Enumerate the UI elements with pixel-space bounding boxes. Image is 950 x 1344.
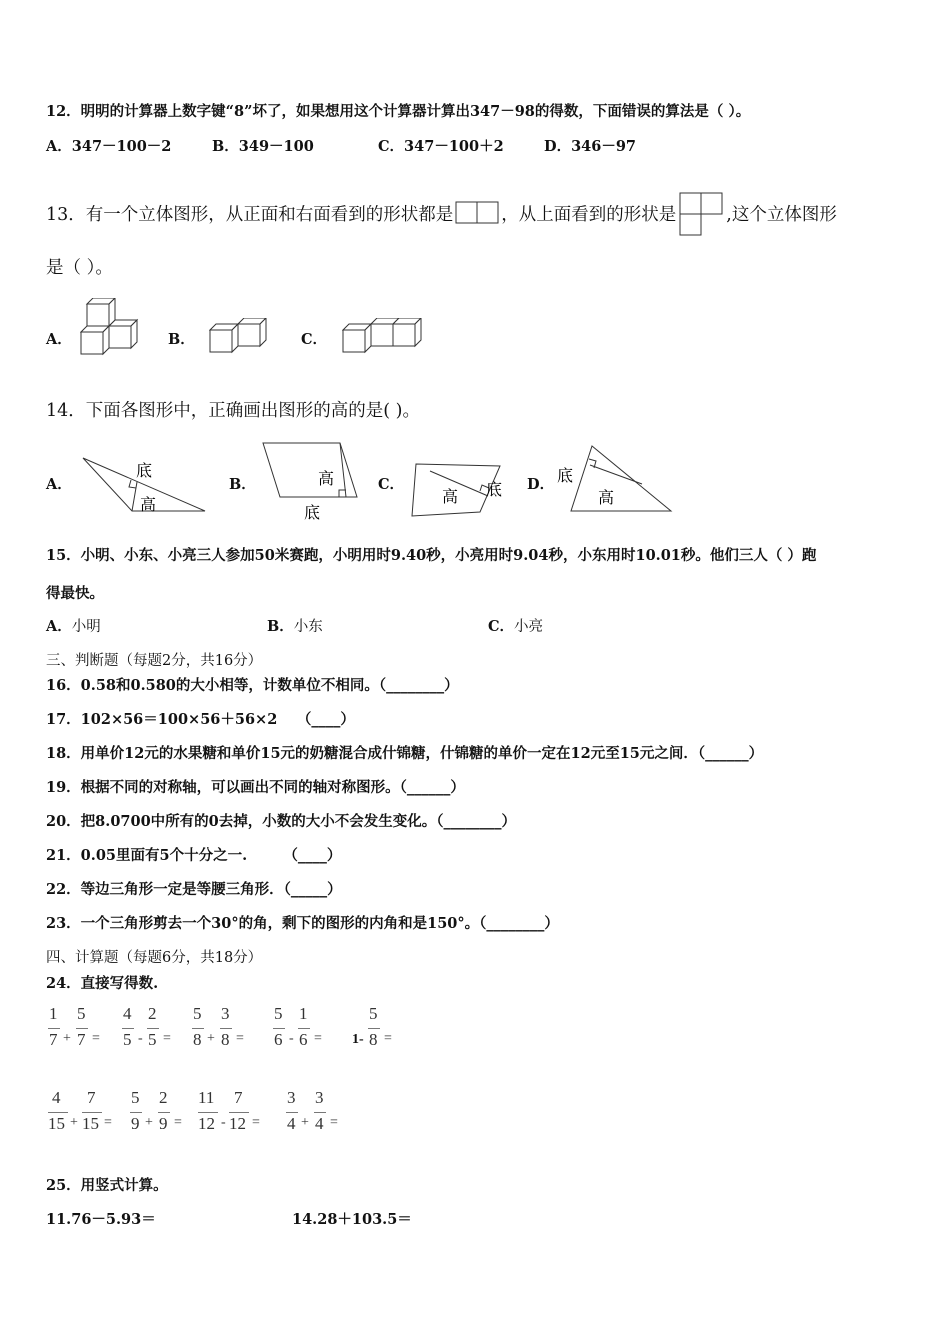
judge-item-17: 17．102×56＝100×56＋56×2 （____） bbox=[46, 711, 355, 728]
q13-stem-line2: 是（ ）。 bbox=[46, 258, 113, 278]
base-label: 底 bbox=[136, 461, 153, 480]
q25-stem: 25．用竖式计算。 bbox=[46, 1177, 168, 1194]
height-label: 高 bbox=[318, 469, 335, 488]
q15-option-b[interactable]: B．小东 bbox=[267, 618, 323, 635]
height-label: 高 bbox=[442, 487, 459, 506]
q12-option-a[interactable]: A．347－100－2 bbox=[46, 138, 172, 155]
judge-item-23: 23．一个三角形剪去一个30°的角，剩下的图形的内角和是150°。（________） bbox=[46, 915, 559, 932]
fraction-expression: 1 7 + 5 7 = bbox=[49, 1004, 100, 1049]
q12-stem: 12．明明的计算器上数字键“8”坏了，如果想用这个计算器计算出347－98的得数，下面错误的算法是（ ）。 bbox=[46, 103, 751, 120]
q14-figure-b bbox=[260, 440, 360, 522]
section-4-heading: 四、计算题（每题6分，共18分） bbox=[46, 950, 263, 966]
fraction-expression: 11 12 - 7 12 = bbox=[198, 1088, 260, 1133]
fraction-expression: 4 15 + 7 15 = bbox=[48, 1088, 112, 1133]
q15-option-a[interactable]: A．小明 bbox=[46, 618, 101, 635]
fraction-expression: 4 5 - 2 5 = bbox=[123, 1004, 171, 1049]
q13-cube-figure-b bbox=[209, 318, 271, 356]
judge-item-20: 20．把8.0700中所有的0去掉，小数的大小不会发生变化。（________） bbox=[46, 813, 517, 830]
q12-option-d[interactable]: D．346－97 bbox=[544, 138, 637, 155]
judge-item-21: 21．0.05里面有5个十分之一. （____） bbox=[46, 847, 342, 864]
q14-option-b[interactable]: B． bbox=[229, 476, 256, 493]
q14-option-c[interactable]: C． bbox=[378, 476, 405, 493]
fraction-expression: 5 6 - 1 6 = bbox=[274, 1004, 322, 1049]
q14-option-a[interactable]: A． bbox=[46, 476, 72, 493]
q12-option-b[interactable]: B．349－100 bbox=[212, 138, 314, 155]
q25-expression-1: 11.76－5.93＝ bbox=[46, 1211, 156, 1228]
judge-item-22: 22．等边三角形一定是等腰三角形．（_____） bbox=[46, 881, 342, 898]
q13-stem-line1: 13．有一个立体图形，从正面和右面看到的形状都是 ，从上面看到的形状是 ,这个立体图形 bbox=[46, 192, 837, 236]
judge-item-19: 19．根据不同的对称轴，可以画出不同的轴对称图形。（______） bbox=[46, 779, 465, 796]
q13-option-b[interactable]: B． bbox=[168, 331, 195, 348]
q14-figure-c bbox=[408, 458, 512, 520]
q24-stem: 24．直接写得数. bbox=[46, 975, 159, 992]
q15-option-c[interactable]: C．小亮 bbox=[488, 618, 544, 635]
fraction-expression: 1- 5 8 = bbox=[352, 1004, 392, 1049]
height-label: 高 bbox=[140, 495, 157, 514]
fraction-expression: 5 8 + 3 8 = bbox=[193, 1004, 244, 1049]
fraction-expression: 3 4 + 3 4 = bbox=[287, 1088, 338, 1133]
q13-cube-figure-c bbox=[342, 318, 426, 356]
top-view-figure bbox=[678, 192, 724, 236]
base-label: 底 bbox=[304, 503, 321, 522]
q14-stem: 14．下面各图形中，正确画出图形的高的是( )。 bbox=[46, 401, 420, 421]
q13-option-c[interactable]: C． bbox=[301, 331, 328, 348]
q13-option-a[interactable]: A． bbox=[46, 331, 72, 348]
q15-stem-line2: 得最快。 bbox=[46, 585, 104, 602]
judge-item-16: 16．0.58和0.580的大小相等，计数单位不相同。（________） bbox=[46, 677, 459, 694]
judge-item-18: 18．用单价12元的水果糖和单价15元的奶糖混合成什锦糖，什锦糖的单价一定在12元至15元之间．（______） bbox=[46, 745, 764, 762]
q14-option-d[interactable]: D． bbox=[527, 476, 555, 493]
q14-figure-d bbox=[556, 443, 676, 519]
q15-stem-line1: 15．小明、小东、小亮三人参加50米赛跑，小明用时9.40秒，小亮用时9.04秒，小东用时10.01秒。他们三人（ ）跑 bbox=[46, 547, 817, 564]
q13-cube-figure-a bbox=[80, 298, 142, 356]
q14-figure-a bbox=[80, 455, 208, 515]
base-label: 底 bbox=[557, 466, 574, 485]
height-label: 高 bbox=[598, 488, 615, 507]
fraction-expression: 5 9 + 2 9 = bbox=[131, 1088, 182, 1133]
base-label: 底 bbox=[486, 480, 503, 499]
q12-option-c[interactable]: C．347－100＋2 bbox=[378, 138, 504, 155]
front-view-figure bbox=[455, 201, 499, 225]
q25-expression-2: 14.28＋103.5＝ bbox=[292, 1211, 412, 1228]
section-3-heading: 三、判断题（每题2分，共16分） bbox=[46, 653, 263, 669]
